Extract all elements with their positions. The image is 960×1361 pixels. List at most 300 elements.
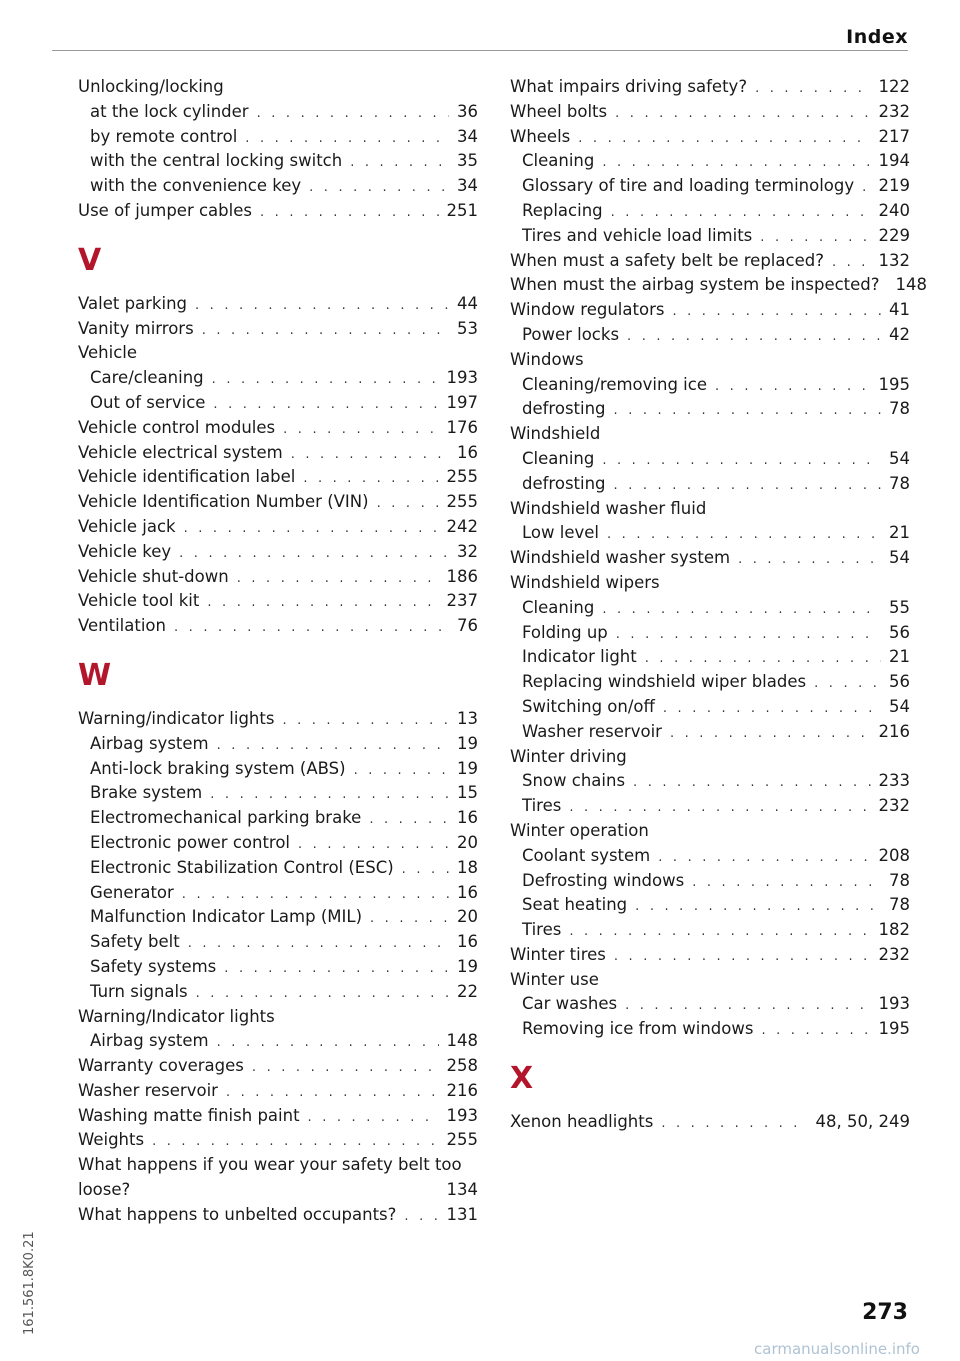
index-entry[interactable] [510, 1110, 910, 1135]
entry-text: with the central locking switch [90, 151, 343, 171]
leader-dots [578, 127, 870, 152]
leader-dots [670, 722, 871, 747]
entry-page: 255 [446, 1130, 478, 1150]
entry-page: 132 [878, 250, 910, 270]
entry-page: 232 [878, 101, 910, 121]
entry-text: Windshield wipers [510, 572, 660, 592]
index-subentry[interactable] [510, 149, 910, 174]
entry-text: Washing matte finish paint [78, 1105, 300, 1125]
leader-dots [252, 1056, 439, 1081]
leader-dots [661, 1112, 807, 1137]
index-subentry[interactable] [510, 769, 910, 794]
entry-group-w-end [78, 1203, 478, 1228]
watermark-logo: carmanualsonline.info [754, 1340, 920, 1358]
index-entry[interactable] [510, 75, 910, 100]
entry-page: 76 [457, 616, 478, 636]
entry-page: 131 [446, 1204, 478, 1224]
letter-heading-w: W [78, 657, 112, 693]
index-subentry[interactable] [510, 521, 910, 546]
entry-page: 53 [457, 318, 478, 338]
index-entry[interactable] [510, 819, 910, 844]
index-subentry[interactable] [78, 149, 478, 174]
leader-dots [672, 300, 881, 325]
leader-dots [298, 833, 449, 858]
entry-page: 122 [878, 77, 910, 96]
leader-dots [377, 492, 439, 517]
entry-text: Tires [522, 796, 562, 816]
leader-dots [257, 102, 449, 127]
leader-dots [213, 393, 438, 418]
index-entry[interactable] [510, 968, 910, 993]
index-subentry[interactable] [510, 447, 910, 472]
leader-dots [692, 871, 881, 896]
index-entry[interactable] [78, 565, 478, 590]
leader-dots [602, 151, 870, 176]
leader-dots [627, 325, 881, 350]
entry-text: defrosting [522, 399, 606, 419]
letter-heading-v: V [78, 242, 102, 278]
leader-dots [283, 418, 438, 443]
leader-dots [625, 994, 870, 1019]
index-entry[interactable] [78, 416, 478, 441]
entry-text: Valet parking [78, 293, 188, 313]
index-entry[interactable] [510, 125, 910, 150]
leader-dots [202, 319, 449, 344]
entry-text: Glossary of tire and loading terminology [522, 176, 855, 196]
index-subentry[interactable] [78, 806, 478, 831]
entry-text: at the lock cylinder [90, 101, 249, 121]
leader-dots [761, 1019, 870, 1044]
index-entry[interactable] [510, 348, 910, 373]
leader-dots [188, 932, 449, 957]
index-entry[interactable] [78, 441, 478, 466]
entry-text: Cleaning [522, 151, 595, 171]
index-entry-wrapped[interactable] [78, 1153, 478, 1203]
leader-dots [658, 846, 870, 871]
entry-page: 176 [446, 417, 478, 437]
entry-page: 19 [457, 733, 478, 753]
entry-page: 54 [889, 448, 910, 468]
index-entry[interactable] [78, 614, 478, 639]
entry-text: Warning/Indicator lights [78, 1006, 275, 1026]
index-subentry[interactable] [510, 373, 910, 398]
page-number: 273 [862, 1300, 908, 1325]
entry-text: Seat heating [522, 895, 628, 915]
entry-page: 193 [878, 994, 910, 1014]
leader-dots [602, 449, 881, 474]
entry-text: Defrosting windows [522, 870, 685, 890]
entry-text: Vehicle tool kit [78, 591, 200, 611]
index-subentry[interactable] [78, 757, 478, 782]
entry-text: Out of service [90, 392, 206, 412]
entry-page: 56 [889, 672, 910, 692]
index-entry[interactable] [78, 341, 478, 366]
leader-dots [611, 201, 871, 226]
entry-text: Windows [510, 349, 584, 369]
index-subentry[interactable] [510, 992, 910, 1017]
index-subentry[interactable] [78, 100, 478, 125]
entry-text: Window regulators [510, 300, 665, 320]
entry-text: Use of jumper cables [78, 200, 252, 220]
entry-page: 34 [457, 176, 478, 196]
leader-dots [635, 895, 881, 920]
entry-text: Indicator light [522, 647, 637, 667]
leader-dots [217, 1031, 439, 1056]
index-subentry[interactable] [78, 980, 478, 1005]
entry-page: 54 [889, 548, 910, 568]
index-entry[interactable] [78, 1079, 478, 1104]
index-subentry[interactable] [510, 397, 910, 422]
entry-page: 35 [457, 151, 478, 171]
leader-dots [182, 883, 449, 908]
index-subentry[interactable] [78, 831, 478, 856]
entry-text: Safety belt [90, 932, 180, 952]
leader-dots [179, 542, 449, 567]
index-entry[interactable] [78, 199, 478, 224]
entry-text: Electromechanical parking brake [90, 808, 362, 828]
entry-group-w-cont [510, 75, 928, 1042]
index-entry[interactable] [510, 273, 928, 298]
index-subentry[interactable] [510, 794, 910, 819]
entry-page: 48, 50, 249 [815, 1112, 910, 1132]
leader-dots [569, 920, 870, 945]
entry-text: Vehicle Identification Number (VIN) [78, 492, 369, 512]
right-column [510, 75, 928, 1135]
leader-dots [402, 858, 449, 883]
entry-text: Car washes [522, 994, 618, 1014]
entry-page: 20 [457, 907, 478, 927]
leader-dots [291, 443, 449, 468]
index-entry[interactable] [510, 249, 910, 274]
leader-dots [614, 945, 871, 970]
entry-text: Vehicle [78, 343, 138, 363]
entry-page: 19 [457, 956, 478, 976]
index-entry[interactable] [78, 490, 478, 515]
entry-page: 242 [446, 516, 478, 536]
leader-dots [245, 127, 449, 152]
leader-dots [633, 771, 870, 796]
entry-text: When must a safety belt be replaced? [510, 250, 824, 270]
index-entry[interactable] [78, 1104, 478, 1129]
entry-text: Malfunction Indicator Lamp (MIL) [90, 907, 363, 927]
index-entry[interactable] [78, 1128, 478, 1153]
entry-page: 195 [878, 374, 910, 394]
entry-page: 21 [889, 647, 910, 667]
entry-text: Generator [90, 882, 174, 902]
leader-dots [862, 176, 870, 201]
index-entry[interactable] [78, 589, 478, 614]
entry-page: 78 [889, 870, 910, 890]
entry-page: 42 [889, 324, 910, 344]
index-entry[interactable] [78, 75, 478, 100]
leader-dots [309, 176, 449, 201]
entry-text: Airbag system [90, 1031, 209, 1051]
entry-text: with the convenience key [90, 176, 302, 196]
entry-text: Wheels [510, 126, 571, 146]
leader-dots [738, 548, 881, 573]
index-subentry[interactable] [510, 670, 910, 695]
index-entry[interactable] [510, 422, 910, 447]
index-subentry[interactable] [78, 905, 478, 930]
index-entry[interactable] [510, 497, 910, 522]
index-subentry[interactable] [78, 781, 478, 806]
leader-dots [195, 294, 449, 319]
index-entry[interactable] [510, 745, 910, 770]
header-divider [52, 50, 908, 51]
leader-dots [404, 1205, 438, 1230]
entry-group-w [78, 707, 478, 1153]
entry-page: 216 [878, 721, 910, 741]
entry-text: Vehicle control modules [78, 417, 276, 437]
index-entry[interactable] [78, 515, 478, 540]
entry-text: Cleaning [522, 597, 595, 617]
entry-text: Windshield washer system [510, 548, 731, 568]
entry-page: 232 [878, 944, 910, 964]
entry-text: Coolant system [522, 845, 651, 865]
entry-page: 237 [446, 591, 478, 611]
entry-page: 78 [889, 473, 910, 493]
index-entry[interactable] [78, 317, 478, 342]
entry-page: 193 [446, 368, 478, 388]
index-subentry[interactable] [510, 323, 910, 348]
entry-page: 34 [457, 126, 478, 146]
index-subentry[interactable] [510, 645, 910, 670]
index-subentry[interactable] [78, 881, 478, 906]
index-subentry[interactable] [510, 621, 910, 646]
entry-text: Weights [78, 1130, 145, 1150]
entry-page: 41 [889, 300, 910, 320]
index-subentry[interactable] [78, 366, 478, 391]
entry-text: Folding up [522, 622, 608, 642]
leader-dots [354, 759, 449, 784]
leader-dots [303, 467, 438, 492]
entry-page: 148 [895, 275, 928, 295]
entry-text: Tires [522, 920, 562, 940]
index-subentry[interactable] [510, 199, 910, 224]
entry-page: 193 [446, 1105, 478, 1125]
leader-dots [615, 102, 870, 127]
entry-group-u [78, 75, 478, 224]
entry-text: Vehicle electrical system [78, 442, 283, 462]
entry-page: 78 [889, 895, 910, 915]
entry-text: Winter driving [510, 746, 627, 766]
entry-text: Replacing [522, 200, 603, 220]
entry-page: 16 [457, 882, 478, 902]
entry-text: Wheel bolts [510, 101, 608, 121]
entry-page: 255 [446, 492, 478, 512]
entry-text: Anti-lock braking system (ABS) [90, 758, 346, 778]
index-subentry[interactable] [510, 893, 910, 918]
entry-text: Removing ice from windows [522, 1019, 754, 1039]
entry-text: Winter use [510, 969, 599, 989]
index-subentry[interactable] [510, 174, 910, 199]
entry-text: Washer reservoir [78, 1080, 218, 1100]
leader-dots [282, 709, 449, 734]
index-entry[interactable] [510, 546, 910, 571]
entry-text: Warning/indicator lights [78, 708, 275, 728]
entry-page: 219 [878, 176, 910, 196]
entry-page: 233 [878, 771, 910, 791]
entry-text: Unlocking/locking [78, 77, 224, 96]
entry-text: Vanity mirrors [78, 318, 194, 338]
entry-page: 18 [457, 857, 478, 877]
leader-dots [645, 647, 881, 672]
entry-text: Turn signals [90, 981, 188, 1001]
index-subentry[interactable] [510, 1017, 910, 1042]
entry-page: 194 [878, 151, 910, 171]
index-entry[interactable] [510, 943, 910, 968]
entry-page: 56 [889, 622, 910, 642]
entry-page: 54 [889, 696, 910, 716]
entry-group-v [78, 292, 478, 639]
index-subentry[interactable] [78, 174, 478, 199]
entry-text: Winter tires [510, 944, 606, 964]
leader-dots [260, 201, 439, 226]
entry-page: 36 [457, 101, 478, 121]
index-subentry[interactable] [78, 930, 478, 955]
entry-text: Vehicle shut-down [78, 566, 229, 586]
entry-page: 229 [878, 225, 910, 245]
entry-text: Cleaning/removing ice [522, 374, 707, 394]
entry-text: Washer reservoir [522, 721, 662, 741]
entry-text-line1: What happens if you wear your safety belt too [78, 1155, 462, 1175]
entry-page: 208 [878, 845, 910, 865]
entry-text: Safety systems [90, 956, 217, 976]
entry-text: Xenon headlights [510, 1112, 654, 1132]
leader-dots [569, 796, 870, 821]
leader-dots [760, 226, 870, 251]
entry-page: 240 [878, 200, 910, 220]
document-code: 161.561.8K0.21 [22, 1231, 37, 1335]
index-entry[interactable] [510, 298, 910, 323]
letter-heading-x: X [510, 1061, 534, 1097]
entry-page: 216 [446, 1080, 478, 1100]
leader-dots [614, 399, 881, 424]
entry-text: Replacing windshield wiper blades [522, 672, 807, 692]
entry-page: 16 [457, 808, 478, 828]
leader-dots [152, 1130, 438, 1155]
entry-text: Brake system [90, 783, 203, 803]
entry-page: 15 [457, 783, 478, 803]
leader-dots [832, 251, 871, 276]
entry-text: When must the airbag system be inspected? [510, 275, 880, 295]
index-subentry[interactable] [510, 720, 910, 745]
leader-dots [350, 151, 449, 176]
leader-dots [184, 517, 439, 542]
leader-dots [607, 523, 881, 548]
index-entry[interactable] [510, 100, 910, 125]
entry-text: Vehicle jack [78, 516, 176, 536]
entry-text: Care/cleaning [90, 368, 204, 388]
left-column [78, 75, 478, 1228]
leader-dots [226, 1081, 439, 1106]
entry-text: Airbag system [90, 733, 209, 753]
index-subentry[interactable] [78, 732, 478, 757]
index-subentry[interactable] [78, 125, 478, 150]
leader-dots [616, 623, 881, 648]
index-entry[interactable] [78, 1203, 478, 1228]
entry-text: What happens to unbelted occupants? [78, 1204, 397, 1224]
index-subentry[interactable] [510, 844, 910, 869]
entry-text: Low level [522, 523, 599, 543]
index-subentry[interactable] [510, 869, 910, 894]
entry-page: 251 [446, 200, 478, 220]
entry-page: 13 [457, 708, 478, 728]
entry-text: Electronic power control [90, 832, 291, 852]
index-entry[interactable] [78, 465, 478, 490]
entry-page: 217 [878, 126, 910, 146]
entry-page: 55 [889, 597, 910, 617]
index-entry[interactable] [78, 292, 478, 317]
leader-dots [212, 368, 439, 393]
entry-text: Electronic Stabilization Control (ESC) [90, 857, 394, 877]
index-entry[interactable] [78, 1054, 478, 1079]
index-subentry[interactable] [78, 1029, 478, 1054]
leader-dots [196, 982, 449, 1007]
entry-text: Cleaning [522, 448, 595, 468]
index-subentry[interactable] [510, 918, 910, 943]
leader-dots [715, 375, 871, 400]
entry-page: 134 [446, 1180, 478, 1200]
index-entry[interactable] [510, 571, 910, 596]
entry-page: 19 [457, 758, 478, 778]
entry-text: Power locks [522, 324, 620, 344]
entry-page: 44 [457, 293, 478, 313]
leader-dots [755, 77, 870, 102]
index-subentry[interactable] [78, 955, 478, 980]
entry-text: Windshield [510, 424, 601, 444]
entry-page: 186 [446, 566, 478, 586]
index-heading: Index [846, 26, 908, 48]
entry-text-line2: loose? [78, 1180, 131, 1200]
entry-page: 182 [878, 920, 910, 940]
index-subentry[interactable] [510, 596, 910, 621]
leader-dots [210, 783, 449, 808]
entry-page: 232 [878, 796, 910, 816]
leader-dots [174, 616, 449, 641]
entry-text: Tires and vehicle load limits [522, 225, 753, 245]
entry-page: 197 [446, 392, 478, 412]
index-entry[interactable] [78, 707, 478, 732]
entry-text: by remote control [90, 126, 238, 146]
leader-dots [369, 808, 449, 833]
leader-dots [207, 591, 438, 616]
index-subentry[interactable] [510, 695, 910, 720]
entry-text: Windshield washer fluid [510, 498, 707, 518]
entry-page: 20 [457, 832, 478, 852]
index-entry[interactable] [78, 540, 478, 565]
index-entry[interactable] [78, 1005, 478, 1030]
entry-page: 16 [457, 932, 478, 952]
leader-dots [814, 672, 881, 697]
leader-dots [224, 957, 449, 982]
leader-dots [217, 734, 449, 759]
entry-text: Switching on/off [522, 696, 655, 716]
entry-text: Vehicle key [78, 541, 172, 561]
index-subentry[interactable] [510, 472, 910, 497]
index-subentry[interactable] [78, 391, 478, 416]
entry-page: 22 [457, 981, 478, 1001]
entry-page: 78 [889, 399, 910, 419]
index-subentry[interactable] [78, 856, 478, 881]
entry-page: 255 [446, 467, 478, 487]
entry-page: 16 [457, 442, 478, 462]
entry-text: Ventilation [78, 616, 166, 636]
entry-page: 21 [889, 523, 910, 543]
entry-text: Vehicle identification label [78, 467, 296, 487]
index-subentry[interactable] [510, 224, 910, 249]
leader-dots [663, 697, 881, 722]
